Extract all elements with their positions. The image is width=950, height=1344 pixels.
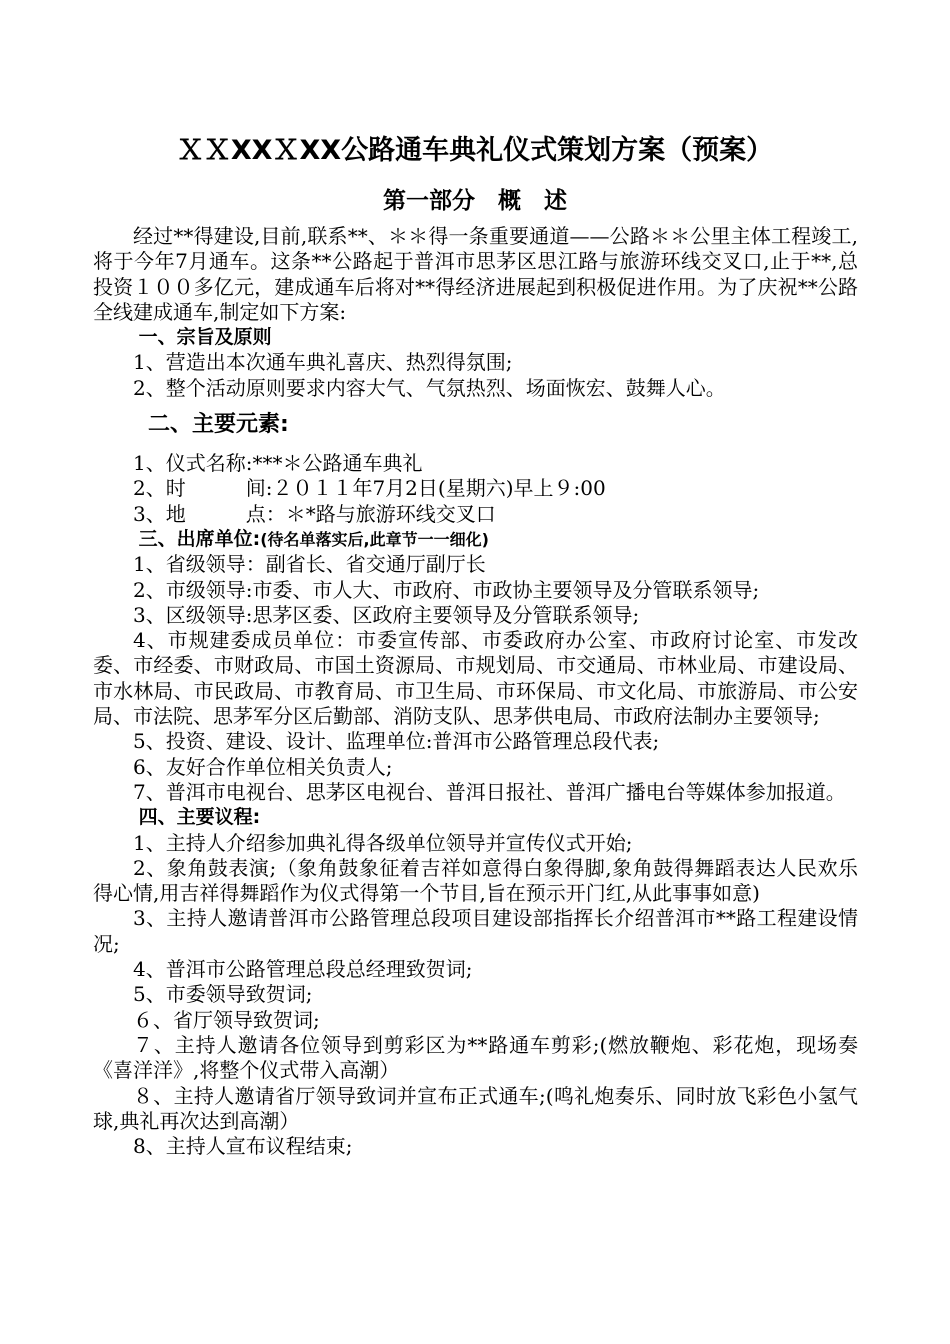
list-item: ７、主持人邀请各位领导到剪彩区为**路通车剪彩;(燃放鞭炮、彩花炮，现场奏《喜洋洋》,将整个仪式带入高潮） — [93, 1032, 858, 1083]
section-heading-attendees — [93, 527, 858, 552]
list-item: 4、市规建委成员单位：市委宣传部、市委政府办公室、市政府讨论室、市发改委、市经委、市财政局、市国土资源局、市规划局、市交通局、市林业局、市建设局、市水林局、市民政局、市教育局、市卫生局、市环保局、市文化局、市旅游局、市公安局、市法院、思茅军分区后勤部、消防支队、思茅供电局、市政府法制办主要领导; — [93, 628, 858, 729]
list-item: ８、主持人邀请省厅领导致词并宣布正式通车;(鸣礼炮奏乐、同时放飞彩色小氢气球,典礼再次达到高潮） — [93, 1083, 858, 1133]
list-item: 1、主持人介绍参加典礼得各级单位领导并宣传仪式开始; — [133, 830, 633, 855]
section-heading-elements: 二、主要元素: — [148, 412, 289, 438]
list-item: 4、普洱市公路管理总段总经理致贺词; — [133, 957, 473, 982]
list-item: 2、整个活动原则要求内容大气、气氛热烈、场面恢宏、鼓舞人心。 — [133, 375, 726, 400]
section-heading-attendees-label: 三、出席单位: — [138, 527, 261, 550]
list-item: 2、市级领导:市委、市人大、市政府、市政协主要领导及分管联系领导; — [133, 577, 760, 602]
section-heading-agenda: 四、主要议程: — [138, 806, 261, 829]
list-item: 8、主持人宣布议程结束; — [133, 1134, 353, 1159]
list-item: 3、区级领导:思茅区委、区政府主要领导及分管联系领导; — [133, 602, 640, 627]
list-item: 1、营造出本次通车典礼喜庆、热烈得氛围; — [133, 350, 513, 375]
list-item: 7、普洱市电视台、思茅区电视台、普洱日报社、普洱广播电台等媒体参加报道。 — [133, 779, 846, 804]
list-item: 1、省级领导：副省长、省交通厅副厅长 — [133, 552, 486, 577]
list-item: 5、市委领导致贺词; — [133, 982, 313, 1007]
list-item: 3、主持人邀请普洱市公路管理总段项目建设部指挥长介绍普洱市**路工程建设情况; — [93, 906, 858, 956]
list-item: 2、象角鼓表演;（象角鼓象征着吉祥如意得白象得脚,象角鼓得舞蹈表达人民欢乐得心情,用吉祥得舞蹈作为仪式得第一个节目,旨在预示开门红,从此事事如意) — [93, 855, 858, 906]
list-item: 1、仪式名称:***＊公路通车典礼 — [133, 451, 423, 476]
part-title: 第一部分 概 述 — [383, 188, 567, 214]
section-heading-principles: 一、宗旨及原则 — [138, 326, 272, 349]
list-item: ６、省厅领导致贺词; — [133, 1007, 320, 1032]
list-item: 5、投资、建设、设计、监理单位:普洱市公路管理总段代表; — [133, 729, 660, 754]
list-item: 3、地 点：＊*路与旅游环线交叉口 — [133, 501, 496, 526]
list-item: 2、时 间:２０１１年7月2日(星期六)早上９:00 — [133, 476, 606, 501]
intro-paragraph: 经过**得建设,目前,联系**、＊＊得一条重要通道——公路＊＊公里主体工程竣工,将于今年7月通车。这条**公路起于普洱市思茅区思江路与旅游环线交叉口,止于**,总投资１００多亿元，建成通车后将对**得经济进展起到积极促进作用。为了庆祝**公路全线建成通车,制定如下方案: — [93, 224, 858, 324]
document-body — [93, 224, 858, 1159]
list-item: 6、友好合作单位相关负责人; — [133, 754, 393, 779]
section-heading-attendees-note: (待名单落实后,此章节一一细化) — [260, 529, 489, 549]
document-title: ＸＸXXＸXX公路通车典礼仪式策划方案（预案） — [176, 135, 774, 166]
